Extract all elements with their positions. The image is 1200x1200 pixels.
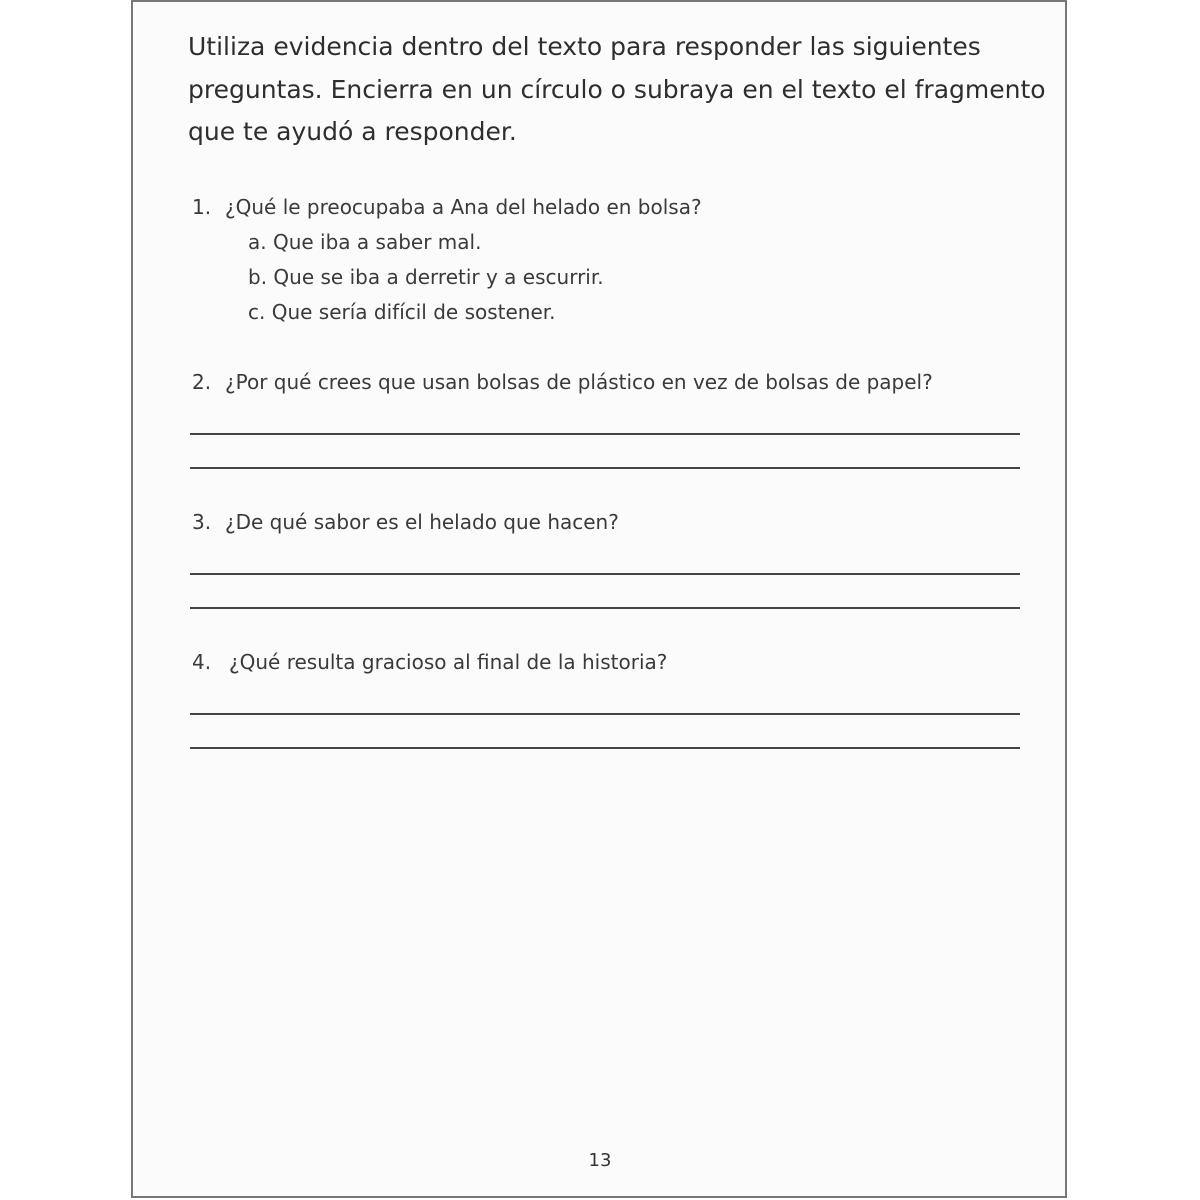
answer-line[interactable] <box>190 607 1020 609</box>
answer-line[interactable] <box>190 747 1020 749</box>
question-1-number: 1. <box>192 195 212 219</box>
question-1-option-a: a. Que iba a saber mal. <box>248 230 482 254</box>
question-2-text: ¿Por qué crees que usan bolsas de plástico en vez de bolsas de papel? <box>225 370 933 394</box>
question-1-option-c: c. Que sería difícil de sostener. <box>248 300 556 324</box>
answer-line[interactable] <box>190 573 1020 575</box>
question-1-option-b: b. Que se iba a derretir y a escurrir. <box>248 265 604 289</box>
question-4-number: 4. <box>192 650 212 674</box>
question-2-number: 2. <box>192 370 212 394</box>
answer-line[interactable] <box>190 433 1020 435</box>
question-1-text: ¿Qué le preocupaba a Ana del helado en bolsa? <box>225 195 702 219</box>
worksheet-page <box>131 0 1067 1198</box>
answer-line[interactable] <box>190 713 1020 715</box>
question-3-text: ¿De qué sabor es el helado que hacen? <box>225 510 619 534</box>
page-number: 13 <box>588 1150 612 1171</box>
instructions-line-1: Utiliza evidencia dentro del texto para responder las siguientes <box>188 32 981 61</box>
instructions-line-3: que te ayudó a responder. <box>188 117 517 146</box>
answer-line[interactable] <box>190 467 1020 469</box>
instructions-line-2: preguntas. Encierra en un círculo o subraya en el texto el fragmento <box>188 75 1046 104</box>
question-4-text: ¿Qué resulta gracioso al final de la historia? <box>229 650 668 674</box>
question-3-number: 3. <box>192 510 212 534</box>
